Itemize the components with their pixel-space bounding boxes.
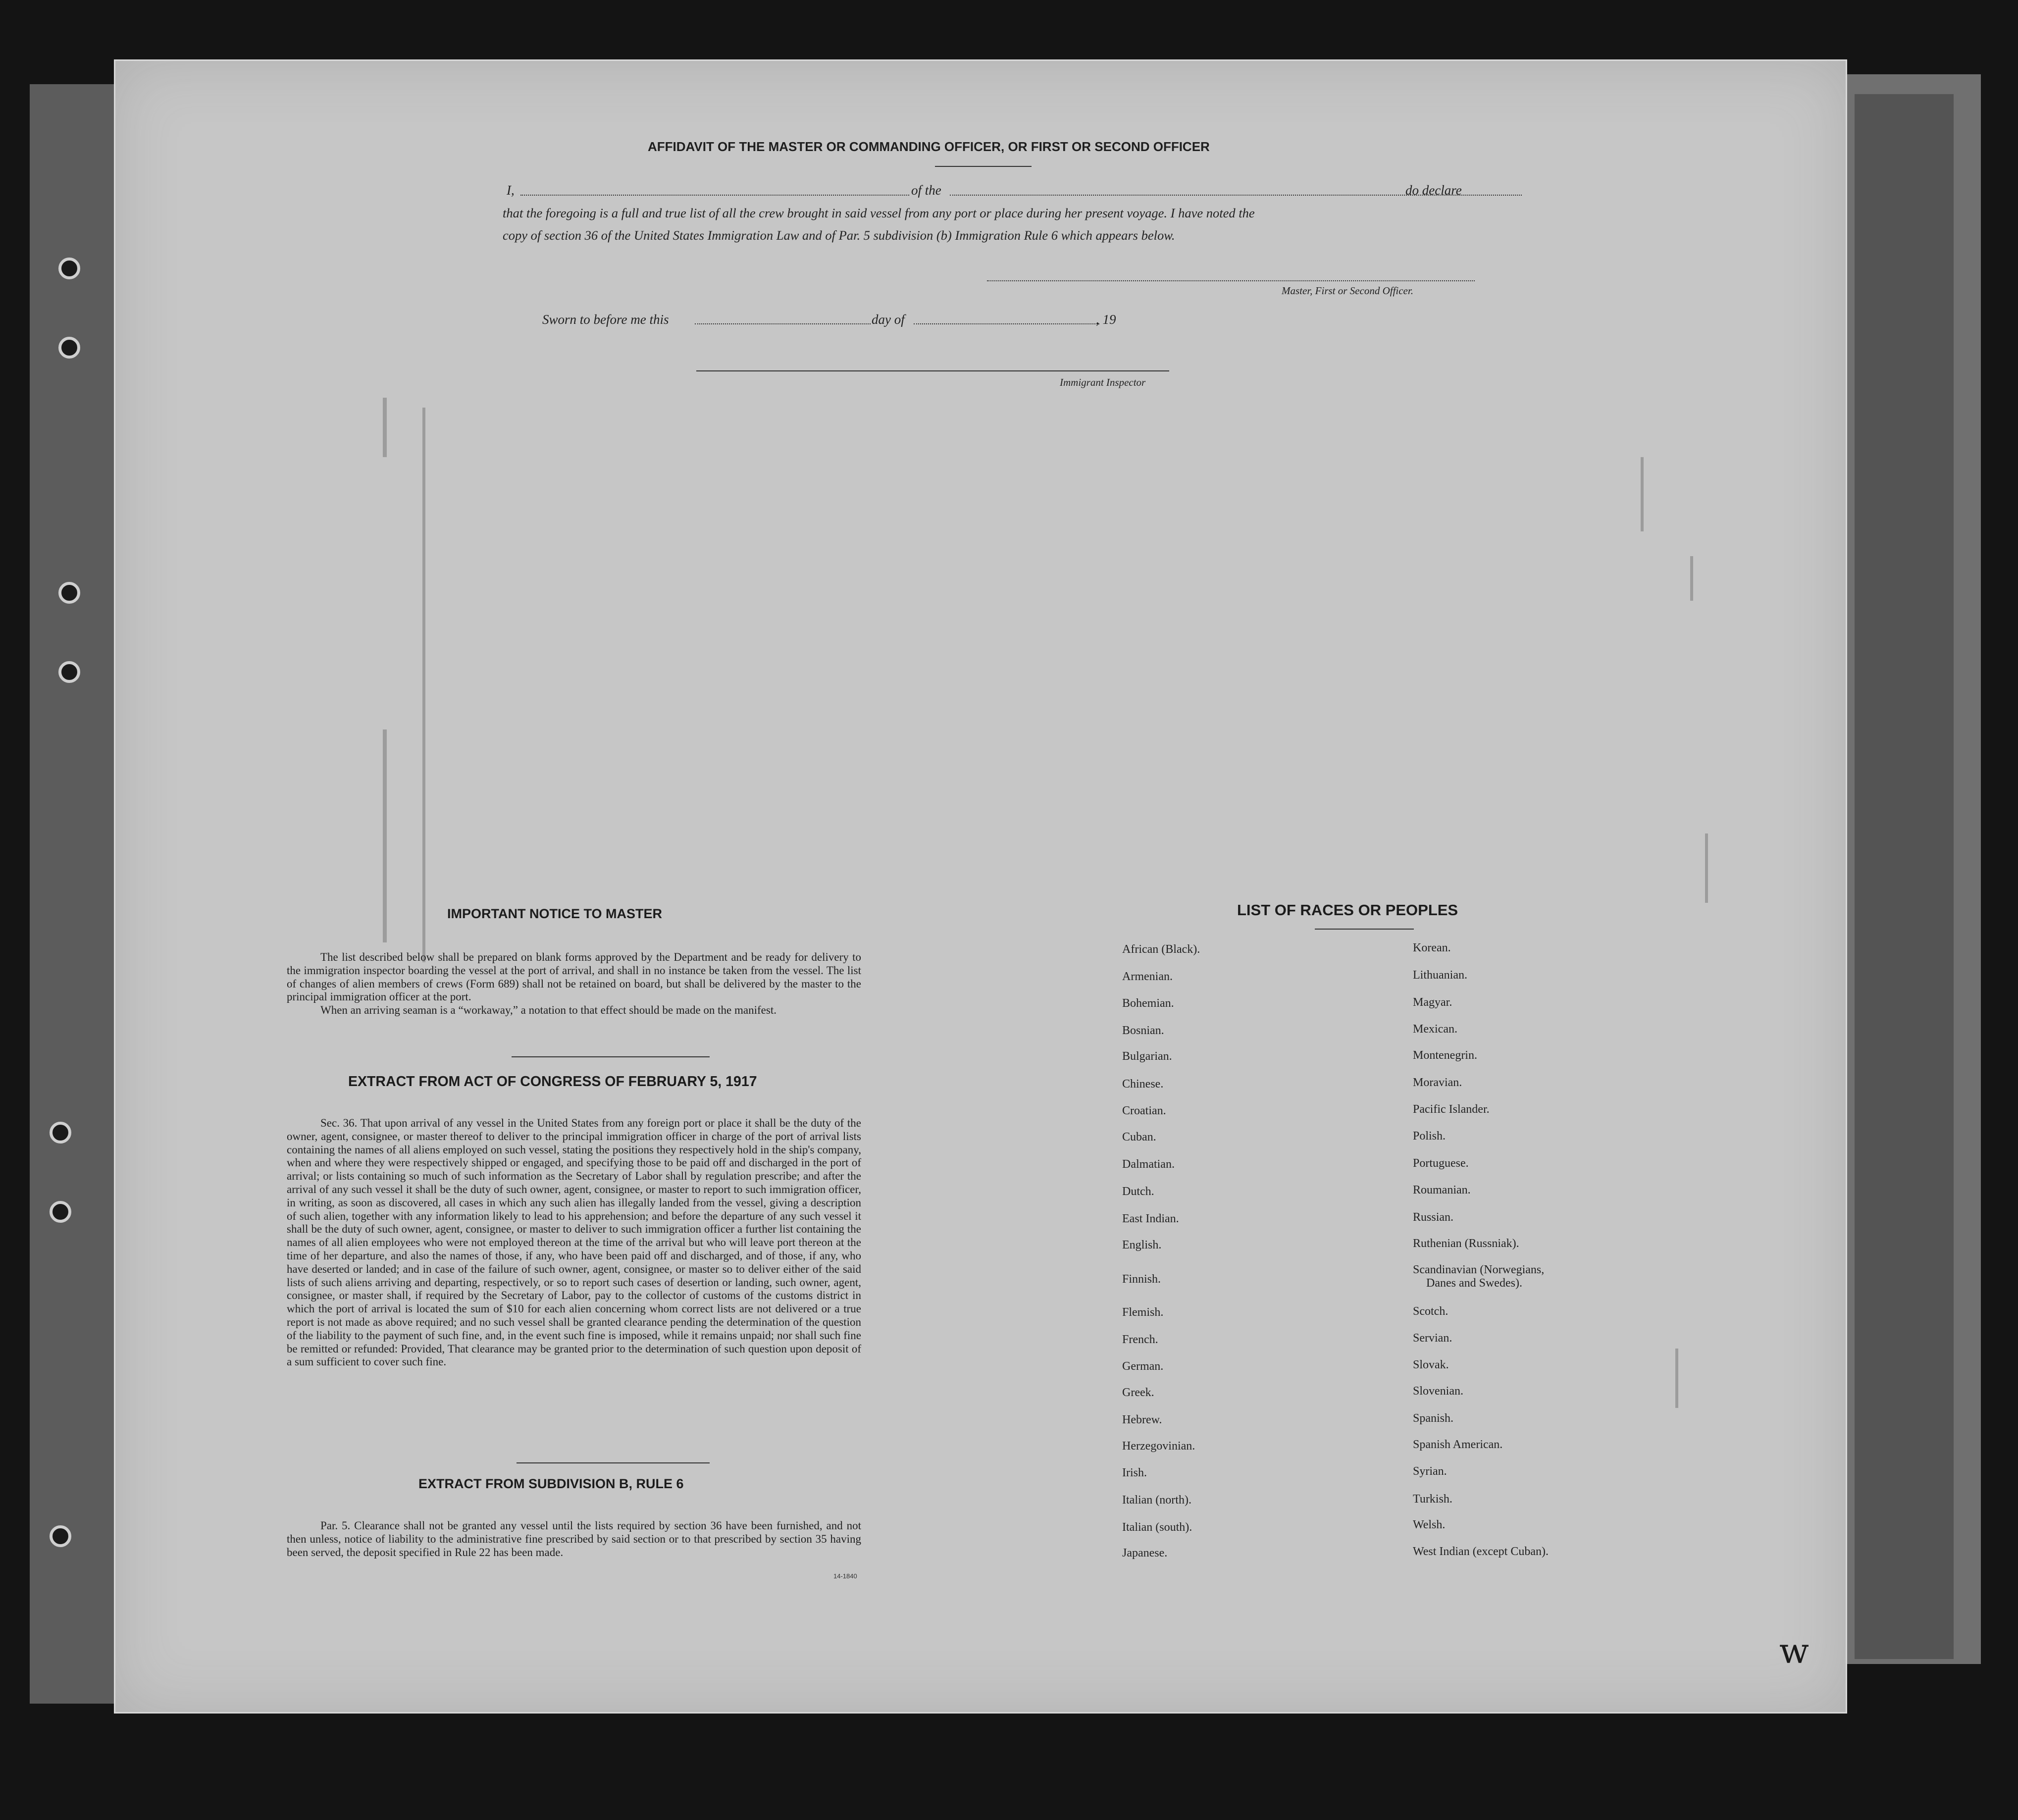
handwritten-mark: w: [1779, 1631, 1809, 1671]
race-item: Magyar.: [1413, 996, 1452, 1009]
race-item: Korean.: [1413, 941, 1451, 954]
bleed-mark: [422, 408, 425, 962]
bleed-mark: [1641, 457, 1644, 531]
race-item: Roumanian.: [1413, 1184, 1471, 1196]
race-item: African (Black).: [1122, 943, 1200, 956]
race-item: English.: [1122, 1239, 1162, 1251]
race-item: East Indian.: [1122, 1212, 1179, 1225]
bleed-mark: [1675, 1349, 1678, 1408]
affidavit-title: AFFIDAVIT OF THE MASTER OR COMMANDING OFFICER, OR FIRST OR SECOND OFFICER: [648, 139, 1210, 154]
binder-hole: [58, 661, 80, 683]
affidavit-line-2: that the foregoing is a full and true list of all the crew brought in said vessel from any port or place during her present voyage. I have noted the: [503, 206, 1255, 220]
race-item: Flemish.: [1122, 1306, 1164, 1319]
inspector-caption: Immigrant Inspector: [1060, 376, 1146, 388]
bleed-mark: [383, 398, 387, 457]
races-title: LIST OF RACES OR PEOPLES: [1237, 901, 1458, 919]
race-item: Armenian.: [1122, 970, 1173, 983]
race-item: Syrian.: [1413, 1465, 1447, 1478]
sworn-day-of-label: day of: [872, 312, 905, 327]
race-item: Dalmatian.: [1122, 1158, 1175, 1171]
act-extract-paragraph: Sec. 36. That upon arrival of any vessel in the United States from any foreign port or place it shall be the duty of the owner, agent, consignee, or master thereof to deliver to the principal immigration officer in charge of the port of arrival lists containing the names of all aliens employed on such vessel, stating the positions they respectively hold in the ship's company, when and where they were respectively shipped or engaged, and specifying those to be paid off and discharged in the port of arrival; or lists containing so much of such information as the Secretary of Labor shall by regulation prescribe; and after the arrival of any such vessel it shall be the duty of such owner, agent, consignee, or master to report to such immigration officer, in writing, as soon as discovered, all cases in which any such alien has illegally landed from the vessel, giving a description of such alien, together with any information likely to lead to his apprehension; and before the departure of any such vessel it shall be the duty of such owner, agent, consignee, or master to deliver to such immigration officer a further list containing the names of all alien employees who were not employed thereon at the time of the arrival but who will leave port thereon at the time of her departure, and also the names of those, if any, who have been paid off and discharged, and of those, if any, who have deserted or landed; and in case of the failure of such owner, agent, consignee, or master so to deliver either of the said lists of such aliens arriving and departing, respectively, or so to report such cases of desertion or landing, such owner, agent, consignee, or master shall, if required by the Secretary of Labor, pay to the collector of customs of the customs district in which the port of arrival is located the sum of $10 for each alien concerning whom correct lists are not delivered or a true report is not made as above required; and no such vessel shall be granted clearance pending the determination of the question of the liability to the payment of such fine, and, in the event such fine is imposed, while it remains unpaid; nor shall such fine be remitted or refunded: Provided, That clearance may be granted prior to the determination of such question upon deposit of a sum sufficient to cover such fine.: [287, 1117, 861, 1368]
rule-extract-text: [287, 1519, 861, 1559]
notice-paragraph-2: When an arriving seaman is a “workaway,” a notation to that effect should be made on the manifest.: [320, 1004, 776, 1017]
race-item: Herzegovinian.: [1122, 1440, 1195, 1453]
race-item: Spanish.: [1413, 1412, 1454, 1425]
race-item: Greek.: [1122, 1386, 1154, 1399]
rule-extract-paragraph: Par. 5. Clearance shall not be granted any vessel until the lists required by section 36 have been furnished, and not then unless, notice of liability to the administrative fine prescribed by said section or to that prescribed by section 35 having been served, the deposit specified in Rule 22 has been made.: [287, 1519, 861, 1559]
race-item: Spanish American.: [1413, 1438, 1503, 1451]
affidavit-do-declare: do declare: [1405, 183, 1462, 198]
binder-hole: [50, 1525, 71, 1547]
affidavit-of-the-label: of the: [911, 183, 941, 198]
race-item: Finnish.: [1122, 1273, 1161, 1286]
rule-extract-title: EXTRACT FROM SUBDIVISION B, RULE 6: [418, 1476, 684, 1491]
race-item: Japanese.: [1122, 1547, 1168, 1560]
notice-text: [287, 951, 861, 1017]
race-item: Chinese.: [1122, 1078, 1164, 1091]
left-binding-strip: [30, 84, 117, 1704]
race-item: Mexican.: [1413, 1023, 1457, 1036]
bleed-mark: [383, 729, 387, 942]
race-item: Slovak.: [1413, 1358, 1449, 1371]
race-item: Bohemian.: [1122, 997, 1174, 1010]
race-item: Dutch.: [1122, 1185, 1154, 1198]
master-signature-caption: Master, First or Second Officer.: [1282, 285, 1413, 297]
race-item: Russian.: [1413, 1211, 1454, 1224]
title-underline: [935, 166, 1032, 167]
notice-paragraph-1: The list described below shall be prepared on blank forms approved by the Department and be ready for delivery to the immigration inspector boarding the vessel at the port of arrival, and shall in no instance be taken from the vessel. The list of changes of alien members of crews (Form 689) shall not be retained on board, but shall be delivered by the master to the principal immigration officer at the port.: [287, 951, 861, 1003]
race-item: Italian (north).: [1122, 1494, 1191, 1507]
race-item: West Indian (except Cuban).: [1413, 1545, 1549, 1558]
sworn-day-line[interactable]: [695, 323, 871, 324]
section-rule: [517, 1462, 710, 1463]
race-item: Polish.: [1413, 1130, 1446, 1143]
affidavit-i-label: I,: [507, 183, 515, 198]
race-item: Scotch.: [1413, 1305, 1449, 1318]
bleed-mark: [1690, 556, 1693, 601]
races-title-underline: [1315, 929, 1414, 930]
race-item-continued: Danes and Swedes).: [1426, 1277, 1522, 1290]
race-item: Portuguese.: [1413, 1157, 1469, 1170]
binder-hole: [58, 337, 80, 359]
race-item: Pacific Islander.: [1413, 1103, 1490, 1116]
act-extract-title: EXTRACT FROM ACT OF CONGRESS OF FEBRUARY 5, 1917: [348, 1074, 757, 1090]
right-binding-strip: [1855, 94, 1954, 1659]
race-item: Turkish.: [1413, 1493, 1452, 1506]
bleed-mark: [1705, 833, 1708, 903]
master-signature-line[interactable]: [987, 280, 1475, 281]
race-item: French.: [1122, 1333, 1158, 1346]
race-item: Italian (south).: [1122, 1521, 1192, 1534]
race-item: Hebrew.: [1122, 1413, 1162, 1426]
race-item: Welsh.: [1413, 1518, 1446, 1531]
affidavit-line-3: copy of section 36 of the United States Immigration Law and of Par. 5 subdivision (b) Immigration Rule 6 which appears below.: [503, 228, 1175, 243]
race-item: Irish.: [1122, 1466, 1147, 1479]
race-item: Servian.: [1413, 1332, 1452, 1345]
inspector-signature-line[interactable]: [696, 370, 1169, 371]
race-item: Slovenian.: [1413, 1385, 1463, 1398]
race-item: German.: [1122, 1360, 1164, 1373]
race-item: Montenegrin.: [1413, 1049, 1477, 1062]
binder-hole: [58, 582, 80, 604]
sworn-label: Sworn to before me this: [542, 312, 669, 327]
race-item: Ruthenian (Russniak).: [1413, 1237, 1519, 1250]
notice-title: IMPORTANT NOTICE TO MASTER: [447, 906, 662, 921]
race-item: Bosnian.: [1122, 1024, 1164, 1037]
act-extract-text: [287, 1117, 861, 1369]
sworn-year-label: , 19: [1096, 312, 1116, 327]
race-item: Cuban.: [1122, 1131, 1156, 1144]
race-item: Bulgarian.: [1122, 1050, 1172, 1063]
binder-hole: [50, 1201, 71, 1223]
race-item: Moravian.: [1413, 1076, 1462, 1089]
binder-hole: [50, 1122, 71, 1144]
race-item: Croatian.: [1122, 1104, 1166, 1117]
race-item: Lithuanian.: [1413, 969, 1467, 982]
manifest-sheet: [114, 59, 1847, 1714]
sworn-month-line[interactable]: [914, 323, 1099, 324]
race-item: Scandinavian (Norwegians,: [1413, 1263, 1545, 1276]
binder-hole: [58, 258, 80, 279]
form-number: 14-1840: [833, 1572, 857, 1580]
section-rule: [512, 1056, 710, 1057]
name-field-line[interactable]: [520, 195, 909, 196]
